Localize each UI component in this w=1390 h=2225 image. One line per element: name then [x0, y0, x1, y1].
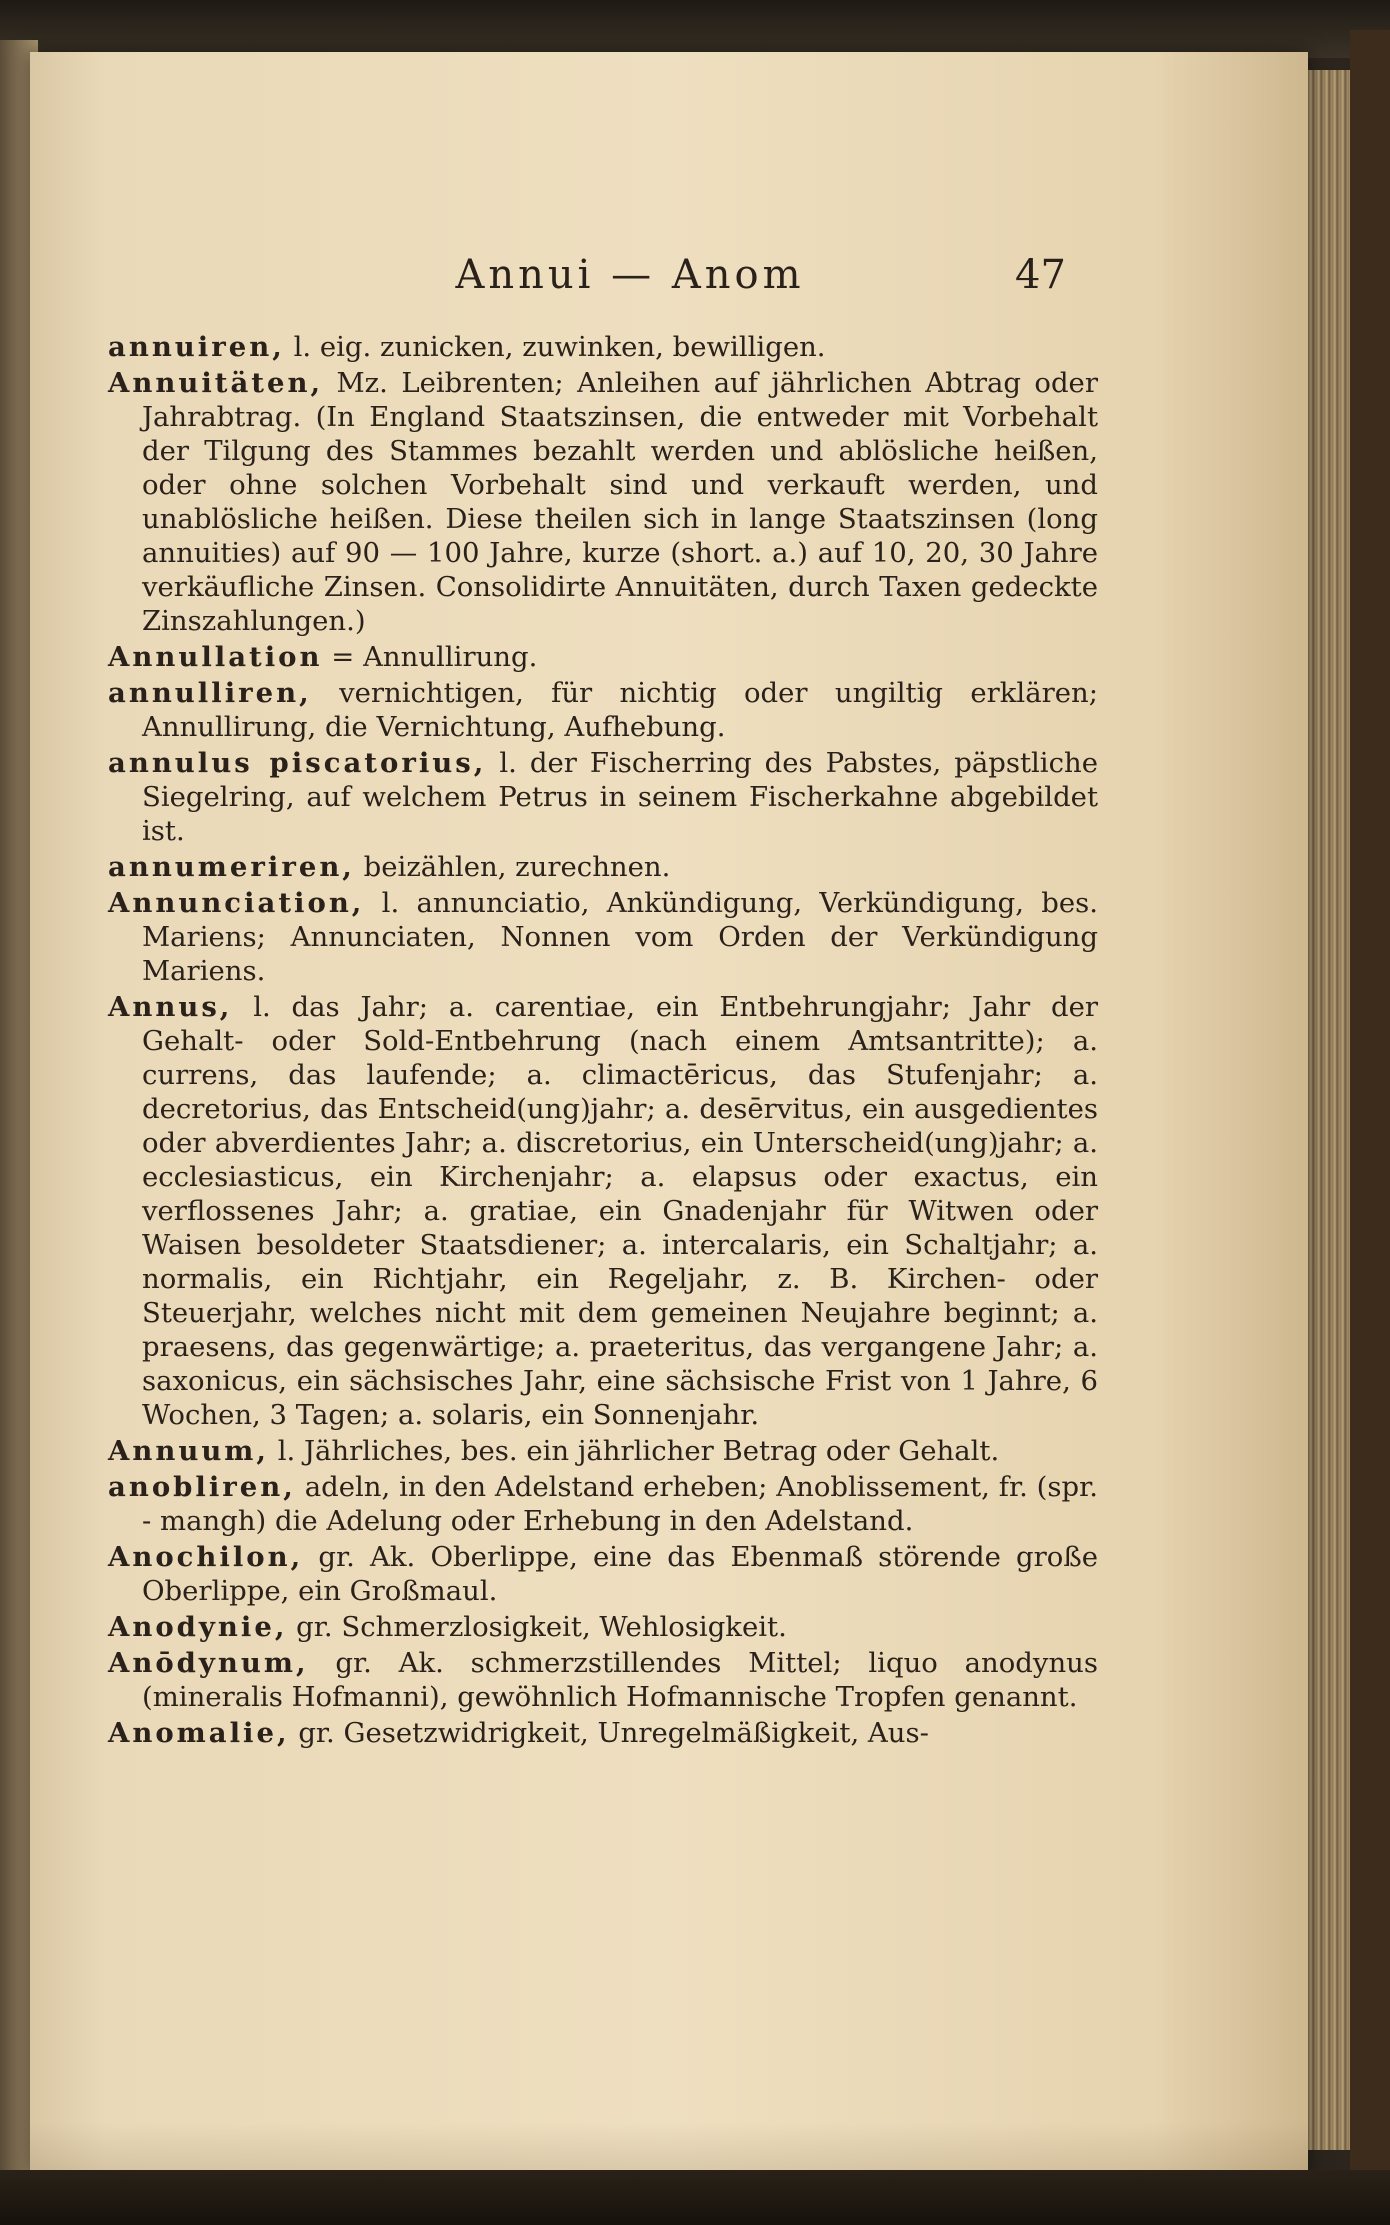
headword: Annullation — [108, 641, 323, 673]
page-edges — [1308, 70, 1350, 2150]
definition: Mz. Leibrenten; Anleihen auf jährlichen Abtrag oder Jahrabtrag. (In England Staatszinsen, die entweder mit Vorbehalt der Tilgung des Stammes bezahlt werden und ablösliche heißen, oder ohne solchen Vorbehalt sind und verkauft werden, und unablösliche heißen. Diese theilen sich in lange Staatszinsen (long annuities) auf 90 — 100 Jahre, kurze (short. a.) auf 10, 20, 30 Jahre verkäufliche Zinsen. Consolidirte Annuitäten, durch Taxen gedeckte Zinszahlungen.) — [142, 367, 1098, 637]
headword: Anomalie, — [108, 1717, 290, 1749]
definition: l. das Jahr; a. carentiae, ein Entbehrungjahr; Jahr der Gehalt- oder Sold-Entbehrung (nach einem Amtsantritte); a. currens, das laufende; a. climactēricus, das Stufenjahr; a. decretorius, das Entscheid(ung)jahr; a. desērvitus, ein ausgedientes oder abverdientes Jahr; a. discretorius, ein Unterscheid(ung)jahr; a. ecclesiasticus, ein Kirchenjahr; a. elapsus oder exactus, ein verflossenes Jahr; a. gratiae, ein Gnadenjahr für Witwen oder Waisen besoldeter Staatsdiener; a. intercalaris, ein Schaltjahr; a. normalis, ein Richtjahr, ein Regeljahr, z. B. Kirchen- oder Steuerjahr, welches nicht mit dem gemeinen Neujahre beginnt; a. praesens, das gegenwärtige; a. praeteritus, das vergangene Jahr; a. saxonicus, ein sächsisches Jahr, eine sächsische Frist von 1 Jahre, 6 Wochen, 3 Tagen; a. solaris, ein Sonnenjahr. — [142, 991, 1098, 1431]
book-page — [30, 52, 1308, 2177]
definition: gr. Ak. schmerzstillendes Mittel; liquo anodynus (mineralis Hofmanni), gewöhnlich Hofmannische Tropfen genannt. — [142, 1647, 1098, 1713]
entry-annuiren — [108, 330, 1098, 364]
running-head: Annui — Anom — [455, 252, 805, 298]
headword: annulus piscatorius, — [108, 747, 487, 779]
headword: Annuum, — [108, 1435, 269, 1467]
definition: l. annunciatio, Ankündigung, Verkündigung, bes. Mariens; Annunciaten, Nonnen vom Orden der Verkündigung Mariens. — [142, 887, 1098, 987]
entry-annunciation — [108, 886, 1098, 988]
entry-annuitaeten — [108, 366, 1098, 638]
headword: annulliren, — [108, 677, 312, 709]
headword: Anodynie, — [108, 1611, 288, 1643]
page-bottom-shade — [30, 2122, 1308, 2177]
headword: Annus, — [108, 991, 233, 1023]
definition: l. Jährliches, bes. ein jährlicher Betrag oder Gehalt. — [277, 1435, 1000, 1467]
headword: Anōdynum, — [108, 1647, 309, 1679]
headword: Anochilon, — [108, 1541, 304, 1573]
entry-annulus-piscatorius — [108, 746, 1098, 848]
definition: l. eig. zunicken, zuwinken, bewilligen. — [293, 331, 826, 363]
definition: beizählen, zurechnen. — [363, 851, 671, 883]
definition: vernichtigen, für nichtig oder ungiltig erklären; Annullirung, die Vernichtung, Aufhebung. — [142, 677, 1098, 743]
entry-anochilon — [108, 1540, 1098, 1608]
book-cover-top — [0, 0, 1390, 58]
headword: annuiren, — [108, 331, 285, 363]
entry-annullation — [108, 640, 1098, 674]
definition: gr. Gesetzwidrigkeit, Unregelmäßigkeit, Aus- — [298, 1717, 929, 1749]
definition: gr. Ak. Oberlippe, eine das Ebenmaß störende große Oberlippe, ein Großmaul. — [142, 1541, 1098, 1607]
definition: = Annullirung. — [331, 641, 538, 673]
entry-anodynie — [108, 1610, 1098, 1644]
book-cover-bottom — [0, 2170, 1390, 2225]
page-number: 47 — [1015, 252, 1066, 298]
book-cover-right — [1350, 30, 1390, 2200]
page-header — [30, 252, 1308, 312]
definition: adeln, in den Adelstand erheben; Anoblissement, fr. (spr. - mangh) die Adelung oder Erhebung in den Adelstand. — [142, 1471, 1098, 1537]
definition: l. der Fischerring des Pabstes, päpstliche Siegelring, auf welchem Petrus in seinem Fischerkahne abgebildet ist. — [142, 747, 1098, 847]
entry-annus — [108, 990, 1098, 1432]
entry-anodynum — [108, 1646, 1098, 1714]
headword: Annuitäten, — [108, 367, 324, 399]
entry-annumeriren — [108, 850, 1098, 884]
headword: annumeriren, — [108, 851, 355, 883]
headword: Annunciation, — [108, 887, 365, 919]
entry-anobliren — [108, 1470, 1098, 1538]
entry-annulliren — [108, 676, 1098, 744]
headword: anobliren, — [108, 1471, 296, 1503]
dictionary-text — [108, 330, 1098, 1752]
entry-annuum — [108, 1434, 1098, 1468]
definition: gr. Schmerzlosigkeit, Wehlosigkeit. — [296, 1611, 787, 1643]
entry-anomalie — [108, 1716, 1098, 1750]
